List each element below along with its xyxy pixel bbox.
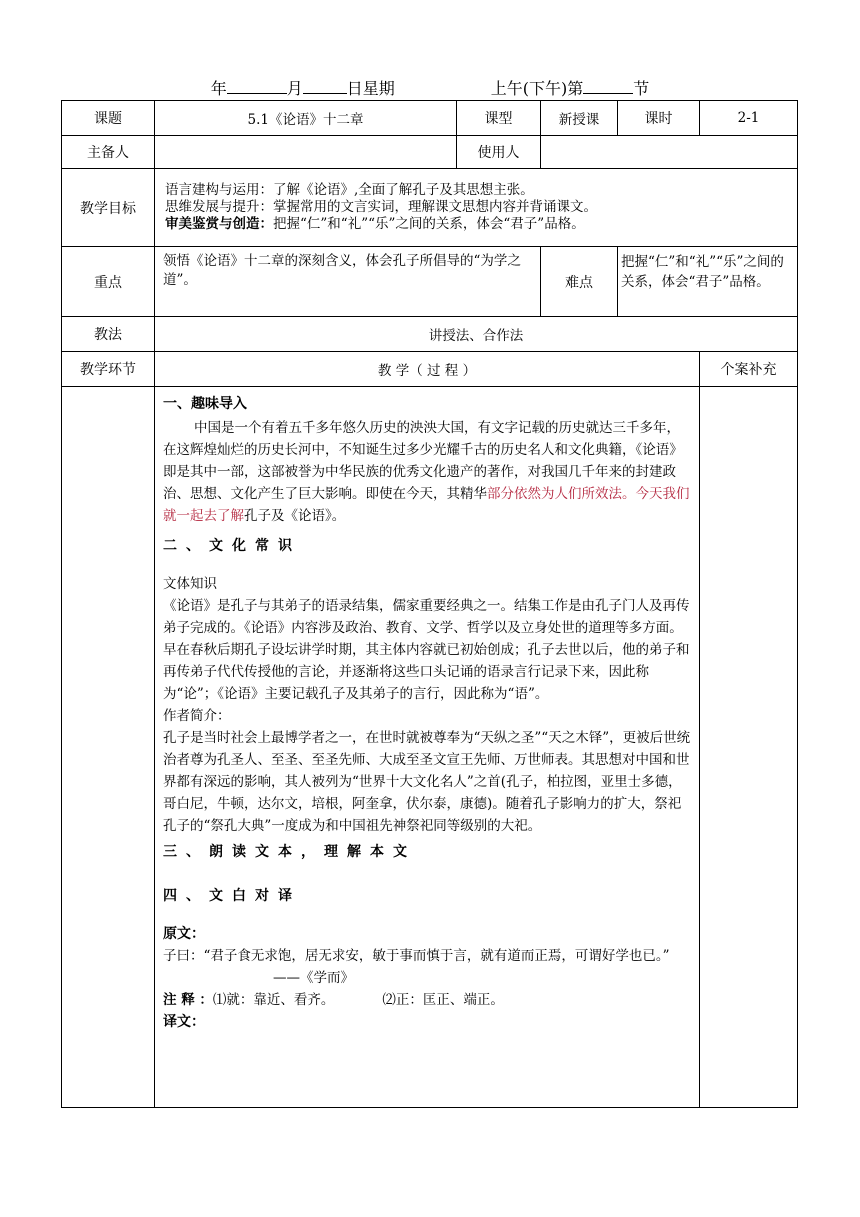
year-label: 年	[210, 79, 227, 98]
supplement-cell	[700, 387, 798, 1108]
difficult-text: 把握“仁”和“礼”“乐”之间的关系，体会“君子”品格。	[618, 247, 798, 317]
note-1: ⑴就：靠近、看齐。	[212, 992, 335, 1008]
focus-label: 重点	[62, 247, 155, 317]
notes	[163, 989, 691, 1011]
period-blank	[583, 79, 633, 94]
day-blank	[303, 79, 347, 94]
goals-label: 教学目标	[62, 169, 155, 247]
process-header: 教 学（ 过 程 ）	[155, 352, 700, 387]
goal-item: 思维发展与提升：掌握常用的文言实词，理解课文思想内容并背诵课文。	[165, 199, 597, 215]
date-header	[0, 76, 860, 99]
goals-content	[155, 169, 798, 247]
process-content	[155, 387, 700, 1108]
row-method	[62, 317, 798, 352]
lesson-plan-table	[61, 100, 798, 1108]
period-suffix: 节	[633, 79, 650, 98]
author-intro-label: 作者简介：	[163, 708, 231, 724]
difficult-label: 难点	[541, 247, 618, 317]
row-goals	[62, 169, 798, 247]
month-blank	[227, 79, 287, 94]
row-process	[62, 387, 798, 1108]
row-focus	[62, 247, 798, 317]
stage-cell	[62, 387, 155, 1108]
hours-value: 2-1	[700, 101, 798, 136]
section-3-title: 三、朗读文本，理解本文	[163, 844, 416, 860]
supplement-header: 个案补充	[700, 352, 798, 387]
stage-header: 教学环节	[62, 352, 155, 387]
genre-knowledge-text: 《论语》是孔子与其弟子的语录结集，儒家重要经典之一。结集工作是由孔子门人及再传弟子完成的。《论语》内容涉及政治、教育、文学、哲学以及立身处世的道理等多方面。早在春秋后期孔子设坛讲学时期，其主体内容就已初始创成；孔子去世以后，他的弟子和再传弟子代代传授他的言论，并逐渐将这些口头记诵的语录言行记录下来，因此称为“论”；《论语》主要记载孔子及其弟子的言行，因此称为“语”。	[163, 598, 690, 702]
section-1-text: 中国是一个有着五千多年悠久历史的泱泱大国，有文字记载的历史就达三千多年，在这辉煌灿烂的历史长河中，不知诞生过多少光耀千古的历史名人和文化典籍，《论语》即是其中一部，这部被誉为中华民族的优秀文化遗产的著作，对我国几千年来的封建政治、思想、文化产生了巨大影响。即使在今天，其精华部分依然为人们所效法。今天我们就一起去了解孔子及《论语》。	[163, 420, 690, 524]
row-process-header	[62, 352, 798, 387]
goal-item: 语言建构与运用：了解《论语》,全面了解孔子及其思想主张。	[165, 182, 534, 198]
period-prefix: 上午(下午)第	[490, 79, 584, 98]
section-2-title: 二、文化常识	[163, 538, 301, 554]
method-text: 讲授法、合作法	[155, 317, 798, 352]
notes-label: 注 释 ：	[163, 992, 213, 1008]
translation-label: 译文：	[163, 1014, 205, 1030]
preparer-label: 主备人	[62, 136, 155, 169]
goal-item: 审美鉴赏与创造：把握“仁”和“礼”“乐”之间的关系，体会“君子”品格。	[165, 216, 585, 232]
section-4-title: 四、文白对译	[163, 888, 301, 904]
row-topic	[62, 101, 798, 136]
original-label: 原文：	[163, 926, 205, 942]
original-source: ——《学而》	[273, 970, 354, 986]
topic-label: 课题	[62, 101, 155, 136]
hours-label: 课时	[618, 101, 700, 136]
note-2: ⑵正：匡正、端正。	[382, 992, 504, 1008]
day-week-label: 日星期	[346, 79, 395, 98]
user-label: 使用人	[457, 136, 541, 169]
preparer-value	[155, 136, 457, 169]
type-label: 课型	[457, 101, 541, 136]
topic-value: 5.1《论语》十二章	[155, 101, 457, 136]
original-text: 子曰：“君子食无求饱，居无求安，敏于事而慎于言，就有道而正焉，可谓好学也已。”——《学而》	[163, 948, 670, 986]
method-label: 教法	[62, 317, 155, 352]
month-label: 月	[286, 79, 303, 98]
user-value	[541, 136, 798, 169]
type-value: 新授课	[541, 101, 618, 136]
section-1-title: 一、趣味导入	[163, 396, 247, 412]
author-intro-text: 孔子是当时社会上最博学者之一，在世时就被尊奉为“天纵之圣”“天之木铎”，更被后世统治者尊为孔圣人、至圣、至圣先师、大成至圣文宣王先师、万世师表。其思想对中国和世界都有深远的影响，其人被列为“世界十大文化名人”之首(孔子，柏拉图，亚里士多德，哥白尼，牛顿，达尔文，培根，阿奎拿，伏尔泰，康德)。随着孔子影响力的扩大，祭祀孔子的“祭孔大典”一度成为和中国祖先神祭祀同等级别的大祀。	[163, 730, 691, 834]
focus-text: 领悟《论语》十二章的深刻含义，体会孔子所倡导的“为学之道”。	[155, 247, 541, 317]
genre-knowledge-label: 文体知识	[163, 576, 217, 592]
row-preparer	[62, 136, 798, 169]
